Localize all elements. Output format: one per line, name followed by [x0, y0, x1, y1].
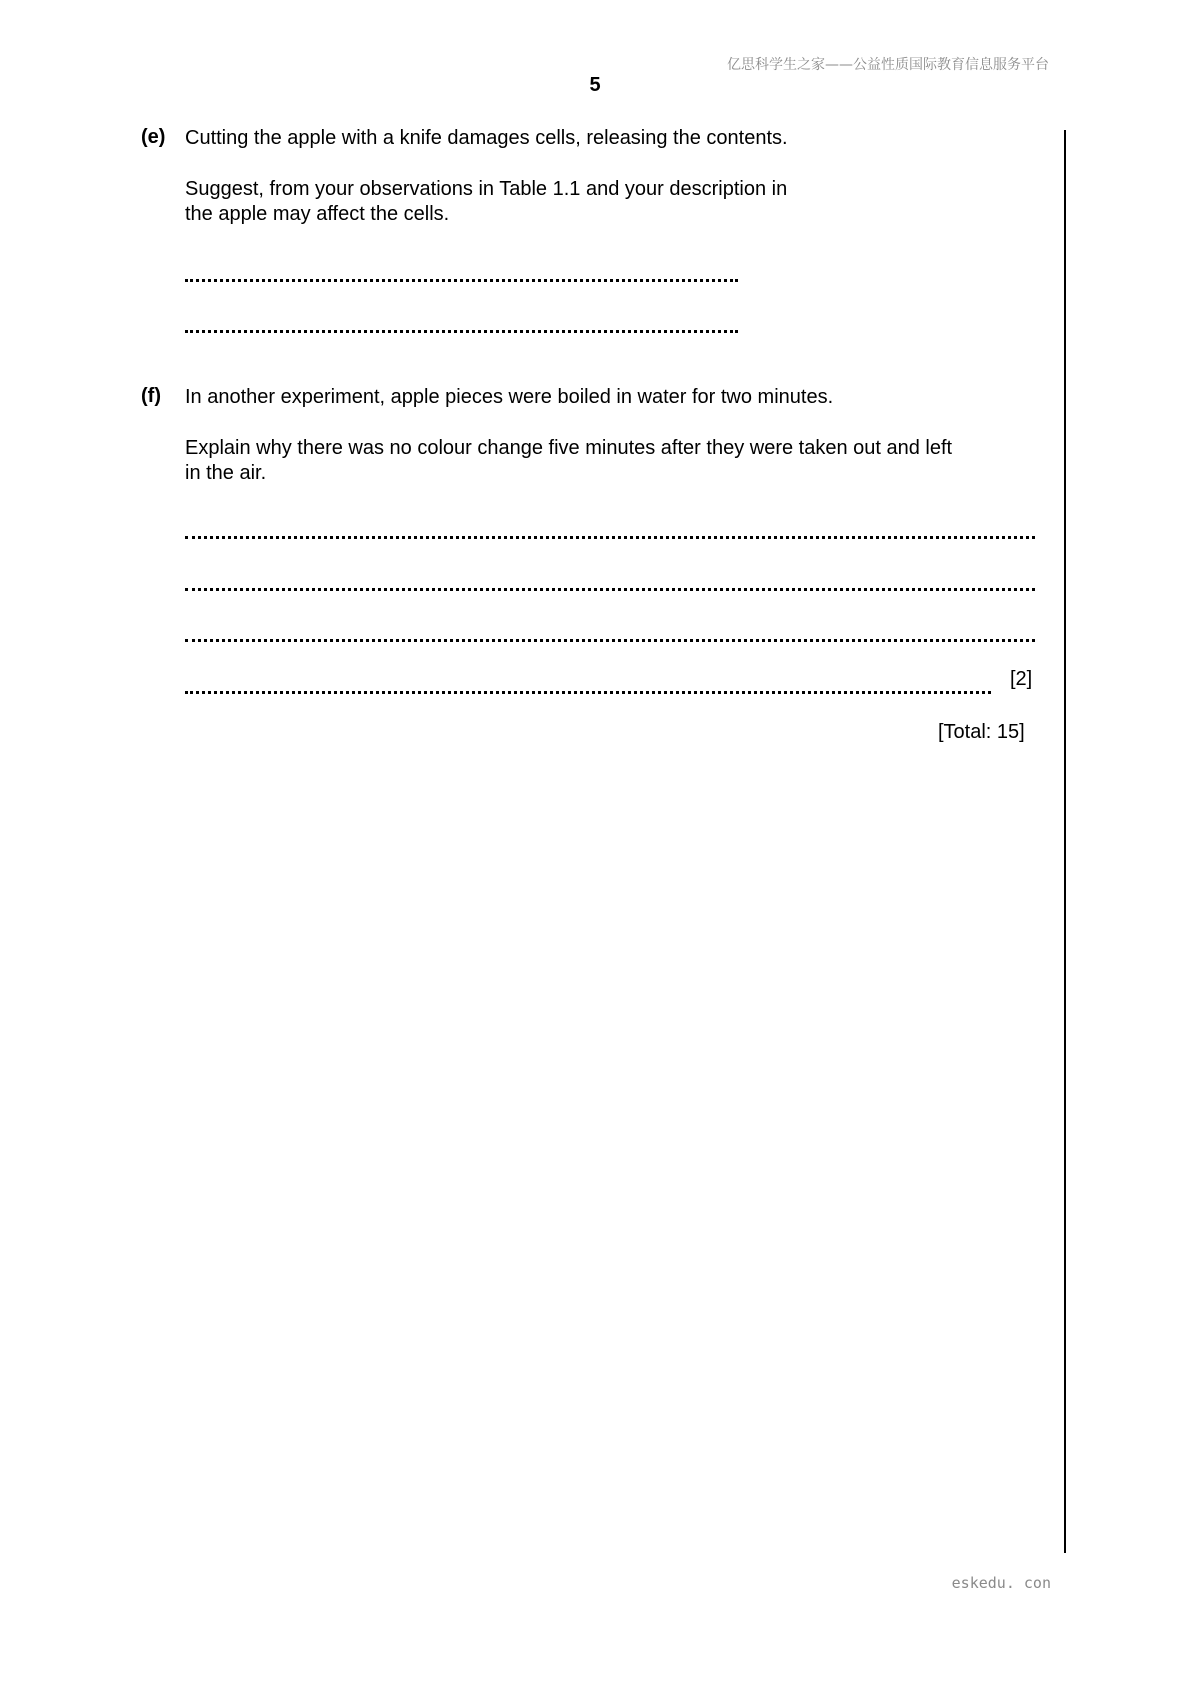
- header-watermark: 亿思科学生之家——公益性质国际教育信息服务平台: [727, 57, 1049, 73]
- answer-line-f-1[interactable]: [185, 536, 1035, 539]
- page-number: 5: [589, 74, 601, 96]
- question-f-label: (f): [141, 385, 161, 407]
- question-e-statement: Cutting the apple with a knife damages cells, releasing the contents.: [185, 127, 788, 149]
- question-f-statement: In another experiment, apple pieces were boiled in water for two minutes.: [185, 386, 834, 408]
- answer-line-f-3[interactable]: [185, 639, 1035, 642]
- question-f-prompt: [185, 436, 952, 486]
- total-marks: [Total: 15]: [938, 721, 1025, 743]
- footer-watermark: eskedu. con: [951, 1574, 1051, 1592]
- question-f-prompt-line-2: in the air.: [185, 462, 267, 484]
- question-f-prompt-line-1: Explain why there was no colour change five minutes after they were taken out and left: [185, 437, 953, 459]
- question-e-prompt: [185, 177, 787, 227]
- margin-rule: [1064, 130, 1066, 1553]
- question-e-prompt-line-1: Suggest, from your observations in Table 1.1 and your description in: [185, 178, 788, 200]
- answer-line-e-2[interactable]: [185, 330, 738, 333]
- answer-line-e-1[interactable]: [185, 279, 738, 282]
- question-e-label: (e): [141, 126, 166, 148]
- question-e-prompt-line-2: the apple may affect the cells.: [185, 203, 450, 225]
- answer-line-f-4[interactable]: [185, 691, 991, 694]
- answer-line-f-2[interactable]: [185, 588, 1035, 591]
- question-f-marks: [2]: [1010, 668, 1033, 690]
